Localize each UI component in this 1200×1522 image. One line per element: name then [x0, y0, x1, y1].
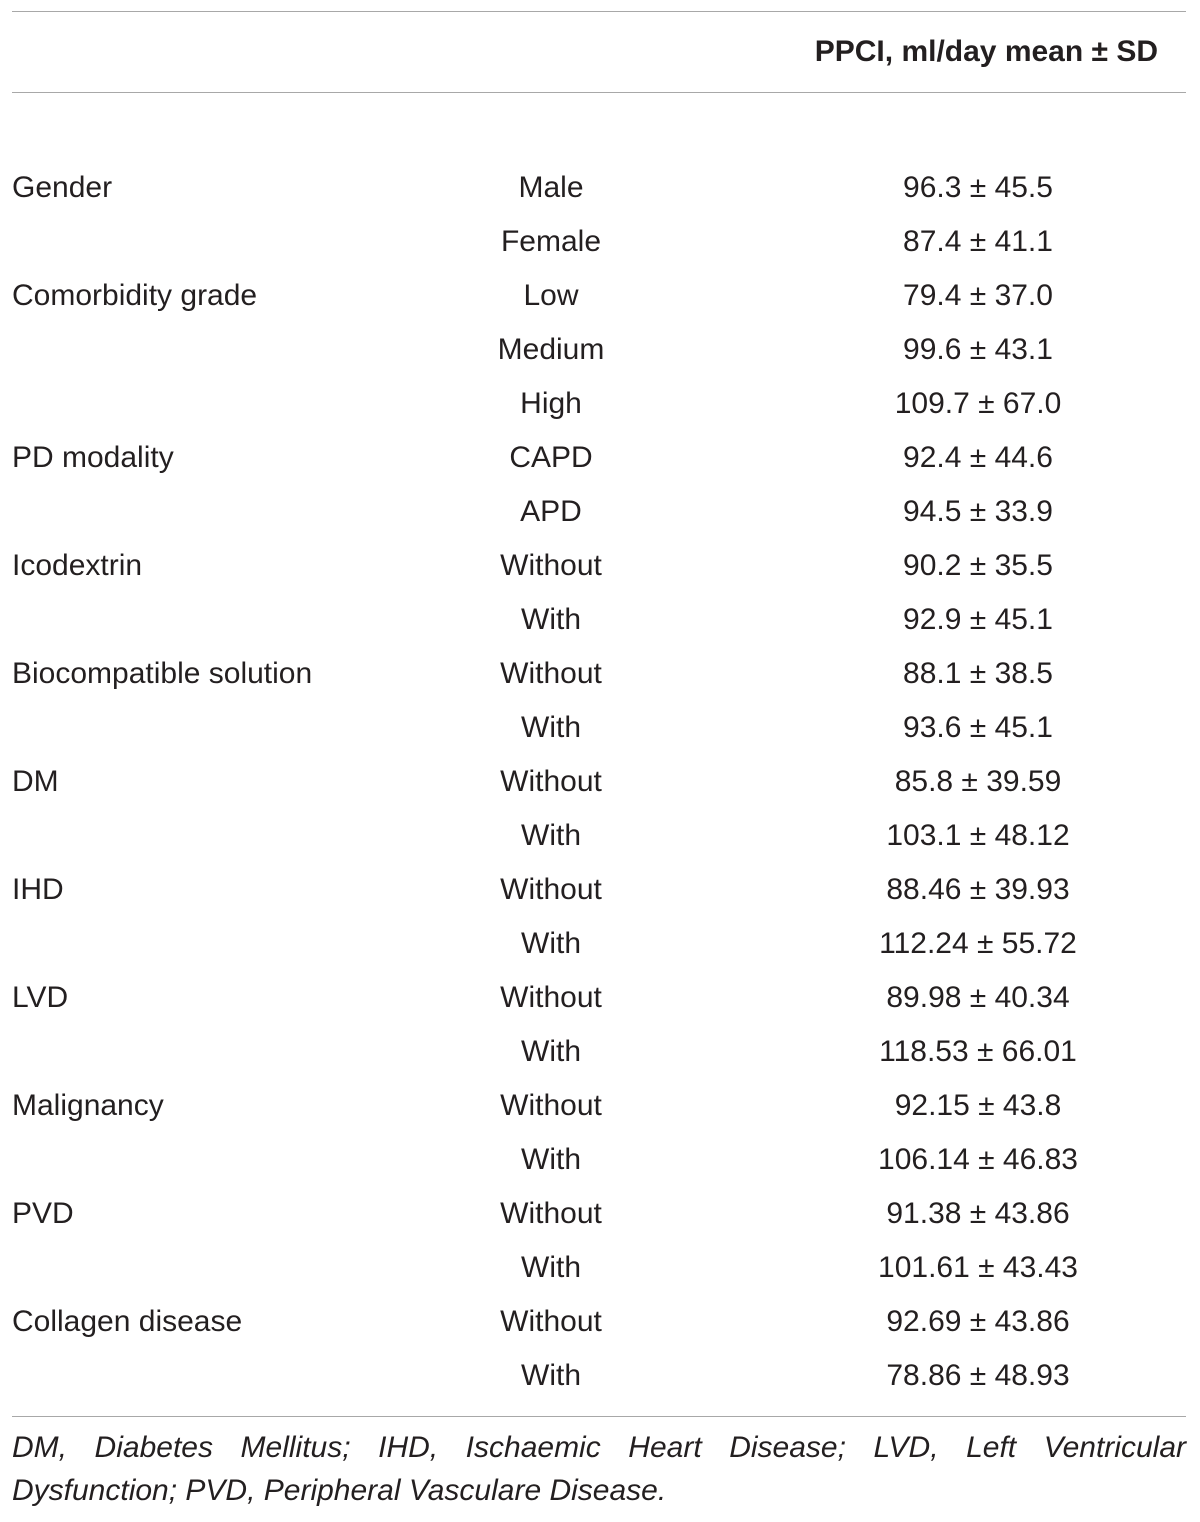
column-header-ppci: PPCI, ml/day mean ± SD — [814, 35, 1158, 68]
table-row — [0, 1025, 1200, 1079]
row-factor-label: PVD — [12, 1197, 74, 1230]
table-row — [0, 485, 1200, 539]
table-row — [0, 863, 1200, 917]
row-ppci-value: 92.4 ± 44.6 — [903, 441, 1053, 474]
row-level-label: Male — [518, 171, 584, 204]
table-row — [0, 1295, 1200, 1349]
table-row — [0, 701, 1200, 755]
row-factor-label: PD modality — [12, 441, 174, 474]
row-ppci-value: 85.8 ± 39.59 — [894, 765, 1062, 798]
row-factor-label: Malignancy — [12, 1089, 164, 1122]
row-level-label: With — [521, 1251, 581, 1284]
row-factor-label: DM — [12, 765, 59, 798]
table-bottom-rule — [12, 1416, 1186, 1417]
row-level-label: Without — [500, 1305, 602, 1338]
row-level-label: Low — [523, 279, 579, 312]
row-level-label: With — [521, 711, 581, 744]
table-row — [0, 755, 1200, 809]
row-factor-label: Collagen disease — [12, 1305, 243, 1338]
row-ppci-value: 99.6 ± 43.1 — [903, 333, 1053, 366]
row-level-label: Without — [500, 765, 602, 798]
table-row — [0, 1187, 1200, 1241]
row-factor-label: LVD — [12, 981, 69, 1014]
row-ppci-value: 112.24 ± 55.72 — [879, 927, 1077, 960]
table-row — [0, 647, 1200, 701]
row-level-label: CAPD — [509, 441, 593, 474]
row-level-label: Without — [500, 657, 602, 690]
row-ppci-value: 94.5 ± 33.9 — [903, 495, 1053, 528]
table-row — [0, 1133, 1200, 1187]
row-level-label: With — [521, 1143, 581, 1176]
row-factor-label: Icodextrin — [12, 549, 143, 582]
table-header-rule — [12, 92, 1186, 93]
row-ppci-value: 78.86 ± 48.93 — [886, 1359, 1070, 1392]
row-level-label: Medium — [497, 333, 605, 366]
row-level-label: Without — [500, 981, 602, 1014]
row-ppci-value: 109.7 ± 67.0 — [894, 387, 1062, 420]
table-footnote: DM, Diabetes Mellitus; IHD, Ischaemic Heart Disease; LVD, Left Ventricular Dysfunction; PVD, Peripheral Vasculare Disease. — [12, 1431, 1186, 1507]
row-ppci-value: 92.69 ± 43.86 — [886, 1305, 1070, 1338]
row-level-label: With — [521, 1035, 581, 1068]
row-ppci-value: 89.98 ± 40.34 — [886, 981, 1070, 1014]
row-ppci-value: 79.4 ± 37.0 — [903, 279, 1053, 312]
row-ppci-value: 93.6 ± 45.1 — [903, 711, 1053, 744]
table-row — [0, 431, 1200, 485]
table-row — [0, 593, 1200, 647]
row-ppci-value: 106.14 ± 46.83 — [878, 1143, 1078, 1176]
row-level-label: High — [520, 387, 582, 420]
table-row — [0, 1349, 1200, 1403]
row-level-label: Without — [500, 873, 602, 906]
row-ppci-value: 88.1 ± 38.5 — [903, 657, 1053, 690]
table-row — [0, 323, 1200, 377]
row-level-label: Without — [500, 549, 602, 582]
table-body — [0, 161, 1200, 1403]
row-ppci-value: 88.46 ± 39.93 — [886, 873, 1070, 906]
row-ppci-value: 96.3 ± 45.5 — [903, 171, 1053, 204]
row-ppci-value: 103.1 ± 48.12 — [886, 819, 1070, 852]
table-row — [0, 809, 1200, 863]
row-ppci-value: 92.9 ± 45.1 — [903, 603, 1053, 636]
table-row — [0, 161, 1200, 215]
row-level-label: With — [521, 927, 581, 960]
row-ppci-value: 118.53 ± 66.01 — [879, 1035, 1077, 1068]
table-row — [0, 377, 1200, 431]
table-row — [0, 1241, 1200, 1295]
table-row — [0, 215, 1200, 269]
row-factor-label: Gender — [12, 171, 113, 204]
row-ppci-value: 87.4 ± 41.1 — [903, 225, 1053, 258]
row-factor-label: Comorbidity grade — [12, 279, 258, 312]
row-level-label: With — [521, 819, 581, 852]
table-top-rule — [12, 11, 1186, 12]
row-ppci-value: 92.15 ± 43.8 — [894, 1089, 1062, 1122]
row-level-label: Without — [500, 1089, 602, 1122]
table-row — [0, 1079, 1200, 1133]
row-ppci-value: 91.38 ± 43.86 — [886, 1197, 1070, 1230]
table-row — [0, 917, 1200, 971]
row-factor-label: Biocompatible solution — [12, 657, 313, 690]
row-level-label: With — [521, 1359, 581, 1392]
row-ppci-value: 101.61 ± 43.43 — [878, 1251, 1078, 1284]
row-level-label: Female — [500, 225, 602, 258]
row-factor-label: IHD — [12, 873, 64, 906]
row-level-label: With — [521, 603, 581, 636]
row-level-label: Without — [500, 1197, 602, 1230]
row-ppci-value: 90.2 ± 35.5 — [903, 549, 1053, 582]
table-row — [0, 539, 1200, 593]
table-row — [0, 971, 1200, 1025]
row-level-label: APD — [520, 495, 582, 528]
table-row — [0, 269, 1200, 323]
